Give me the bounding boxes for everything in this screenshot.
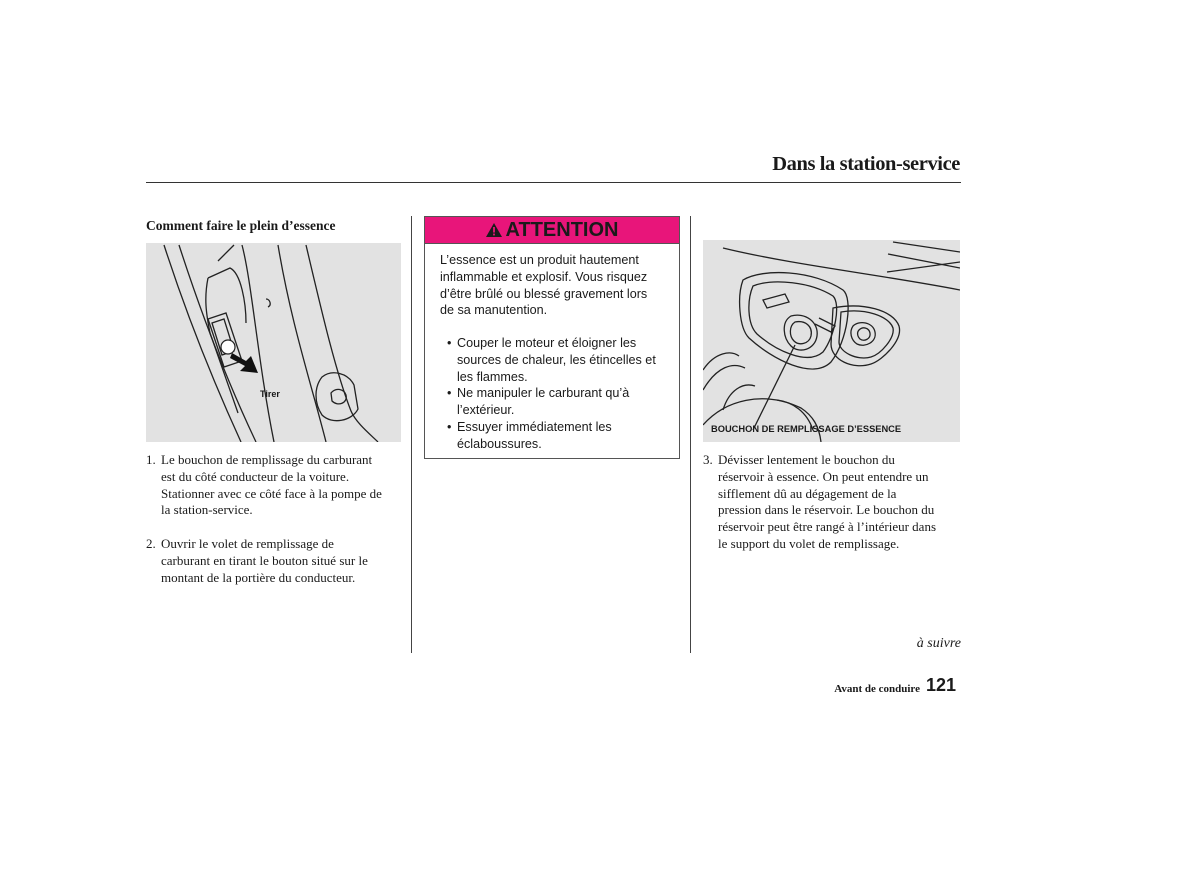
- page-number: 121: [926, 675, 957, 695]
- warning-title: ATTENTION: [505, 218, 619, 241]
- warning-bullet-item: [440, 419, 672, 453]
- step-line: sifflement dû au dégagement de la: [718, 485, 897, 501]
- step-line: Ouvrir le volet de remplissage de: [161, 536, 334, 551]
- bullet-line: Essuyer immédiatement les: [457, 419, 612, 434]
- step-number: 3.: [703, 452, 713, 467]
- bullet-marker: •: [447, 386, 452, 401]
- section-heading: Comment faire le plein d’essence: [146, 218, 336, 233]
- title-divider: [146, 182, 961, 183]
- warning-header: [425, 217, 679, 244]
- bullet-line: Ne manipuler le carburant qu’à: [457, 386, 630, 401]
- fuel-door-release-drawing: [146, 243, 401, 442]
- bullet-line: sources de chaleur, les étincelles et: [457, 352, 656, 367]
- fuel-door-release-illustration: [146, 243, 401, 442]
- step-line: la station-service.: [161, 502, 253, 518]
- step-line: Le bouchon de remplissage du carburant: [161, 452, 373, 467]
- step-line: Stationner avec ce côté face à la pompe de: [161, 485, 382, 501]
- warning-intro-line: de sa manutention.: [440, 303, 548, 318]
- step-line: Dévisser lentement le bouchon du: [718, 452, 895, 467]
- step-text: [161, 452, 382, 519]
- step-line: montant de la portière du conducteur.: [161, 569, 356, 585]
- step-number: 1.: [146, 452, 156, 467]
- step-line: le support du volet de remplissage.: [718, 535, 900, 551]
- warning-bullet-item: [440, 385, 672, 419]
- page-title: Dans la station-service: [772, 153, 960, 175]
- footer-section-name: Avant de conduire: [834, 683, 920, 695]
- warning-triangle-icon: [486, 223, 502, 237]
- bullet-marker: •: [447, 419, 452, 434]
- bullet-line: Couper le moteur et éloigner les: [457, 336, 637, 350]
- bullet-marker: •: [447, 336, 452, 350]
- continued-note: à suivre: [916, 636, 961, 651]
- fuel-filler-cap-illustration: [703, 240, 960, 442]
- pull-label: Tirer: [260, 389, 280, 399]
- step-line: réservoir à essence. On peut entendre un: [718, 468, 929, 484]
- warning-bullet-list: [440, 335, 672, 453]
- step-line: pression dans le réservoir. Le bouchon du: [718, 502, 935, 518]
- fuel-cap-label: BOUCHON DE REMPLISSAGE D’ESSENCE: [711, 424, 902, 434]
- bullet-line: l’extérieur.: [457, 403, 515, 418]
- column-divider-left: [411, 216, 412, 653]
- bullet-line: les flammes.: [457, 369, 528, 384]
- step-text: [161, 536, 368, 586]
- step-number: 2.: [146, 536, 156, 551]
- warning-intro-line: d’être brûlé ou blessé gravement lors: [440, 286, 648, 301]
- warning-intro-line: inflammable et explosif. Vous risquez: [440, 269, 648, 284]
- warning-bullet-item: [440, 335, 672, 385]
- fuel-filler-cap-drawing: [703, 240, 960, 442]
- warning-box: [424, 216, 680, 459]
- column-divider-right: [690, 216, 691, 653]
- step-text: [718, 452, 936, 553]
- warning-intro-line: L’essence est un produit hautement: [440, 253, 639, 267]
- warning-intro: [440, 252, 672, 319]
- step-line: carburant en tirant le bouton situé sur le: [161, 552, 368, 568]
- bullet-line: éclaboussures.: [457, 436, 542, 451]
- step-line: réservoir peut être rangé à l’intérieur dans: [718, 519, 937, 535]
- step-line: est du côté conducteur de la voiture.: [161, 468, 350, 484]
